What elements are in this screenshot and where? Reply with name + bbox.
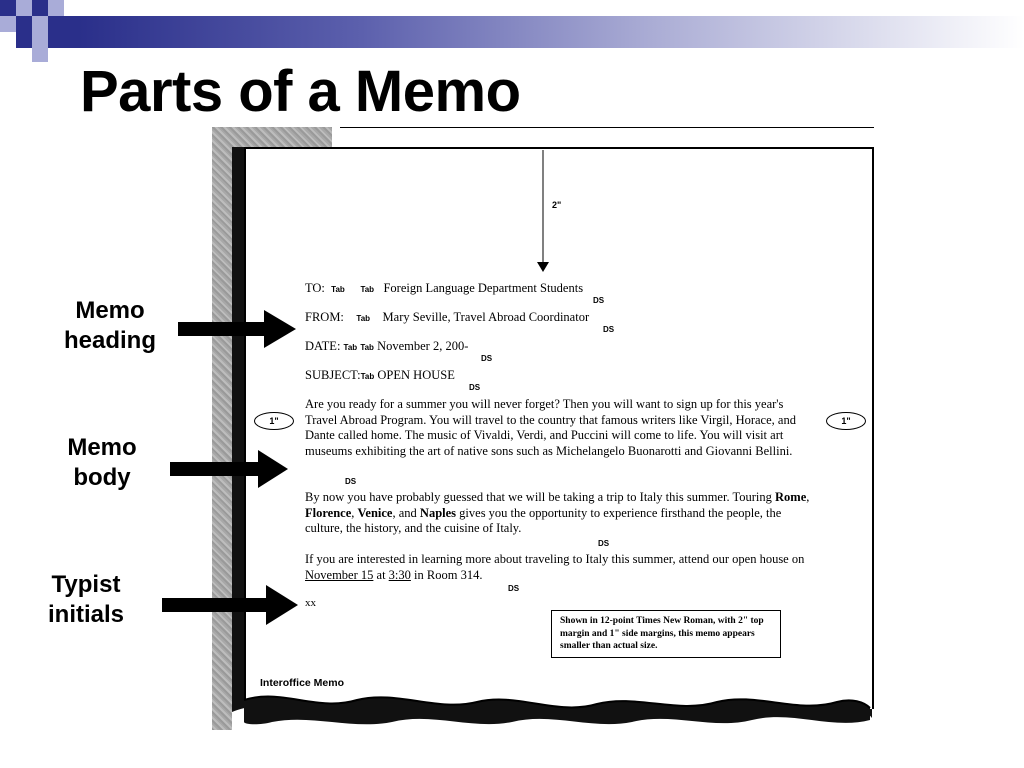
para2-separator: , and (392, 505, 420, 520)
tab-marker: Tab (331, 285, 345, 294)
tab-marker: Tab (356, 314, 371, 323)
deco-square (32, 0, 48, 16)
label-line: heading (63, 327, 156, 354)
top-margin-label: 2" (552, 200, 562, 210)
arrow-to-heading (178, 310, 298, 350)
para2-separator: , (806, 490, 810, 504)
ds-marker: DS (603, 325, 615, 334)
deco-square (48, 16, 78, 48)
top-margin-arrow (536, 150, 550, 272)
memo-body-paragraph-3 (305, 552, 817, 583)
label-typist-initials (44, 570, 128, 630)
ds-marker: DS (345, 477, 357, 486)
to-value: Foreign Language Department Students (383, 281, 584, 295)
para3-text: If you are interested in learning more about traveling to Italy this summer, attend our open house on (305, 552, 805, 566)
tab-marker: Tab (360, 285, 375, 294)
memo-subject-line (305, 368, 455, 383)
from-label: FROM: (305, 310, 344, 324)
tab-marker: Tab (360, 343, 374, 352)
date-label: DATE: (305, 339, 341, 353)
deco-square (16, 0, 32, 16)
city-name: Florence (305, 505, 352, 520)
subject-value: OPEN HOUSE (377, 368, 455, 382)
memo-to-line (305, 281, 583, 296)
memo-footer-label: Interoffice Memo (260, 677, 345, 689)
deco-square (0, 16, 16, 32)
torn-paper-edge (232, 690, 874, 730)
label-line: Memo (67, 434, 137, 461)
ds-marker: DS (469, 383, 481, 392)
right-margin-label: 1" (826, 412, 866, 430)
label-line: initials (47, 601, 125, 628)
open-house-time: 3:30 (388, 567, 411, 582)
memo-body-paragraph-1: Are you ready for a summer you will never forget? Then you will want to sign up for this year's Travel Abroad Program. You will travel to the country that famous writers like Virgil, Horace, and Dante called home. The music of Vivaldi, Verdi, and Puccini will come to life. You will visit art museums exhibiting the art of native sons such as Michelangelo Buonarotti and Giovanni Bellini. (305, 397, 796, 458)
arrow-to-initials (162, 585, 302, 625)
deco-square (32, 48, 48, 62)
label-memo-heading (62, 296, 158, 356)
city-name: Rome (775, 490, 807, 504)
para3-text: in Room 314. (410, 567, 483, 582)
deco-square (16, 16, 32, 32)
ds-marker: DS (593, 296, 605, 305)
deco-square (48, 0, 64, 16)
deco-square (0, 0, 16, 16)
tab-marker: Tab (360, 372, 375, 381)
subject-label: SUBJECT: (305, 368, 361, 382)
ds-marker: DS (481, 354, 493, 363)
para3-text: at (373, 567, 389, 582)
open-house-date: November 15 (305, 567, 374, 582)
para2-separator: , (351, 505, 358, 520)
label-line: Memo (75, 297, 145, 324)
slide-title: Parts of a Memo (80, 59, 521, 124)
deco-square (32, 16, 48, 32)
typist-initials: xx (305, 597, 316, 609)
label-line: Typist (51, 571, 121, 598)
deco-square (16, 32, 32, 48)
arrow-to-body (170, 448, 290, 488)
city-name: Venice (357, 505, 393, 520)
title-gradient-bar (78, 16, 1024, 48)
left-margin-label: 1" (254, 412, 294, 430)
ds-marker: DS (508, 584, 520, 593)
to-label: TO: (305, 281, 325, 295)
memo-note-box: Shown in 12-point Times New Roman, with 2" top margin and 1" side margins, this memo appears smaller than actual size. (551, 610, 781, 658)
memo-from-line (305, 310, 589, 325)
memo-date-line (305, 339, 468, 354)
tab-marker: Tab (343, 343, 358, 352)
from-value: Mary Seville, Travel Abroad Coordinator (382, 310, 590, 324)
ds-marker: DS (598, 539, 610, 548)
city-name: Naples (419, 505, 457, 520)
memo-body-paragraph-2 (305, 490, 817, 537)
deco-square (32, 32, 48, 48)
para2-text: gives you the opportunity to experience firsthand the people, the culture, the history, and the cuisine of Italy. (305, 505, 782, 535)
label-memo-body (62, 433, 142, 493)
label-line: body (73, 464, 131, 491)
date-value: November 2, 200- (377, 339, 469, 353)
para2-text: By now you have probably guessed that we will be taking a trip to Italy this summer. Touring (305, 490, 776, 504)
title-underline (340, 127, 874, 128)
